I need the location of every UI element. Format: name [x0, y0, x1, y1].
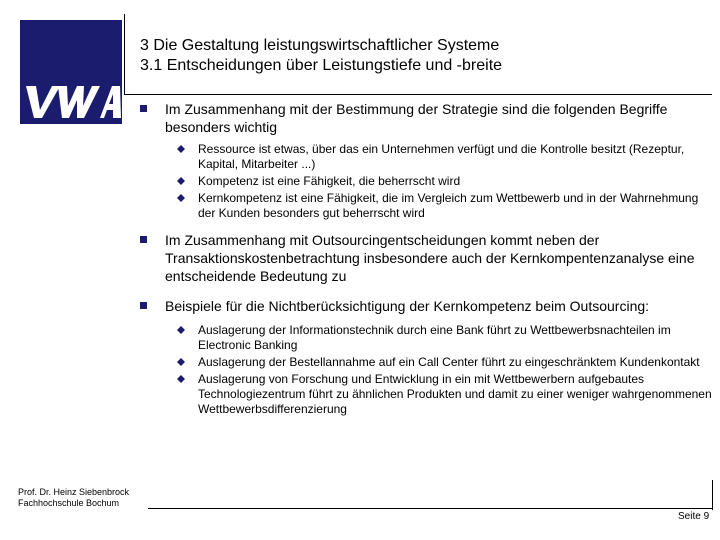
slide-title: [140, 36, 502, 76]
bullet-item: [140, 297, 712, 315]
slide-content: [140, 100, 712, 417]
sub-bullet-item: [140, 323, 712, 353]
sub-bullet-item: [140, 174, 712, 189]
bullet-text: Im Zusammenhang mit der Bestimmung der Strategie sind die folgenden Begriffe besonders wichtig: [165, 101, 668, 135]
bullet-item: [140, 231, 712, 285]
diamond-bullet-icon: [177, 145, 185, 153]
sub-bullet-text: Ressource ist etwas, über das ein Unternehmen verfügt und die Kontrolle besitzt (Rezeptur, Kapital, Mitarbeiter ...): [198, 142, 685, 171]
diamond-bullet-icon: [177, 375, 185, 383]
sub-bullet-item: [140, 191, 712, 221]
bullet-item: [140, 100, 712, 136]
header-horizontal-rule: [124, 94, 712, 95]
footer-institution: Fachhochschule Bochum: [18, 498, 120, 508]
footer-author: Prof. Dr. Heinz Siebenbrock: [18, 487, 130, 497]
sub-bullet-text: Auslagerung von Forschung und Entwicklung in ein mit Wettbewerbern aufgebautes Technologiezentrum führt zu ähnlichen Produkten und damit zu einer weniger wahrgenommenen Wettbewerbsdifferenzierung: [198, 372, 712, 416]
diamond-bullet-icon: [177, 194, 185, 202]
sub-bullet-text: Auslagerung der Bestellannahme auf ein Call Center führt zu eingeschränktem Kundenkontakt: [198, 355, 700, 369]
square-bullet-icon: [140, 302, 147, 309]
bullet-text: Beispiele für die Nichtberücksichtigung der Kernkompetenz beim Outsourcing:: [165, 298, 650, 314]
diamond-bullet-icon: [177, 358, 185, 366]
footer-vertical-rule: [712, 480, 713, 510]
square-bullet-icon: [140, 236, 147, 243]
sub-bullet-text: Kernkompetenz ist eine Fähigkeit, die im Vergleich zum Wettbewerb und in der Wahrnehmung der Kunden besonders gut beherrscht wird: [198, 191, 699, 220]
vwa-logo: [20, 20, 122, 124]
header-vertical-rule: [124, 14, 125, 94]
diamond-bullet-icon: [177, 177, 185, 185]
sub-bullet-item: [140, 142, 712, 172]
footer-horizontal-rule: [148, 508, 712, 509]
footer-author-block: [18, 487, 129, 509]
vwa-logo-mark: [20, 20, 122, 124]
bullet-text: Im Zusammenhang mit Outsourcingentscheidungen kommt neben der Transaktionskostenbetrachtung insbesondere auch der Kernkompentenzanalyse eine entscheidende Bedeutung zu: [165, 232, 695, 284]
sub-bullet-text: Kompetenz ist eine Fähigkeit, die beherrscht wird: [198, 174, 461, 188]
title-line-1: 3 Die Gestaltung leistungswirtschaftlicher Systeme: [140, 37, 500, 54]
title-line-2: 3.1 Entscheidungen über Leistungstiefe und -breite: [140, 57, 503, 74]
diamond-bullet-icon: [177, 326, 185, 334]
square-bullet-icon: [140, 105, 147, 112]
page-number: Seite 9: [678, 511, 710, 522]
sub-bullet-text: Auslagerung der Informationstechnik durch eine Bank führt zu Wettbewerbsnachteilen im Electronic Banking: [198, 323, 671, 352]
sub-bullet-item: [140, 355, 712, 370]
sub-bullet-item: [140, 372, 712, 417]
